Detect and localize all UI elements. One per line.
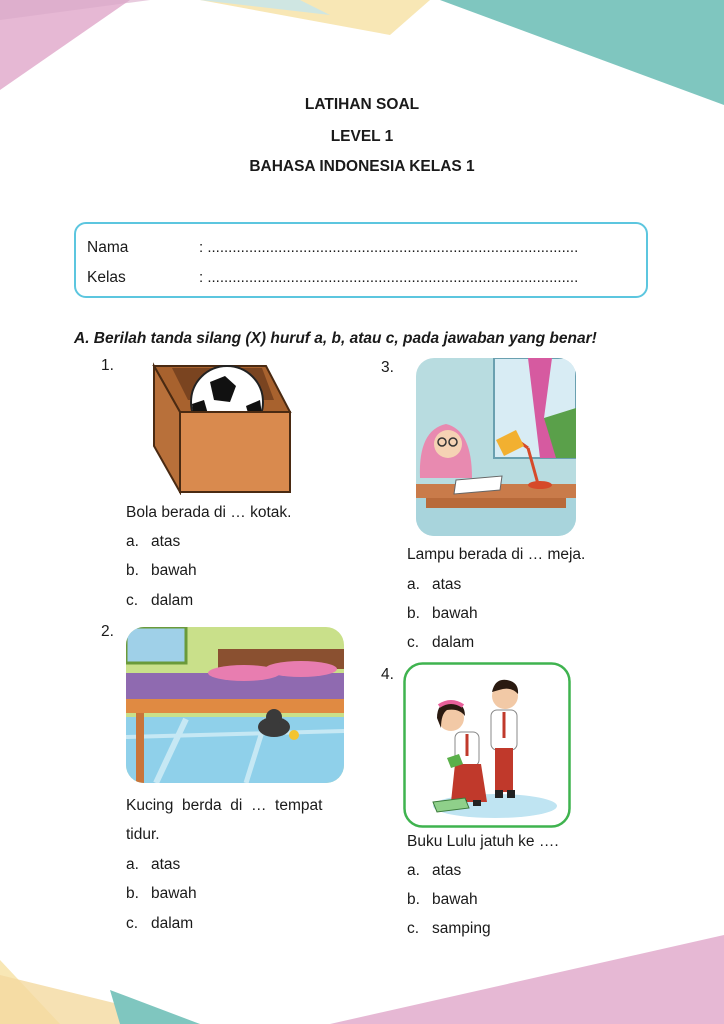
option-text: atas	[432, 862, 462, 879]
question-4-option-c[interactable]	[407, 920, 491, 938]
option-text: bawah	[151, 885, 197, 902]
name-field[interactable]: : .........................................................................................	[199, 239, 579, 256]
question-3-option-c[interactable]	[407, 634, 474, 652]
question-1-option-b[interactable]	[126, 562, 197, 580]
option-letter: b.	[126, 562, 139, 579]
option-letter: a.	[407, 862, 420, 879]
question-3-image	[416, 358, 576, 536]
worksheet-title: LATIHAN SOAL	[304, 96, 420, 113]
question-2-text-line2: tidur.	[126, 826, 160, 843]
decor-top-left	[0, 0, 724, 110]
option-letter: c.	[407, 920, 420, 937]
question-2-image	[126, 627, 344, 783]
option-text: bawah	[432, 605, 478, 622]
option-letter: c.	[407, 634, 420, 651]
worksheet-subject: BAHASA INDONESIA KELAS 1	[249, 158, 475, 175]
question-1-option-a[interactable]	[126, 533, 180, 551]
question-4-option-b[interactable]	[407, 891, 478, 909]
question-3-option-a[interactable]	[407, 576, 461, 594]
question-2-option-a[interactable]	[126, 856, 180, 874]
option-text: bawah	[151, 562, 197, 579]
option-text: atas	[151, 856, 181, 873]
option-letter: a.	[126, 856, 139, 873]
question-2-text-line1: Kucing berda di … tempat	[126, 797, 323, 814]
option-text: bawah	[432, 891, 478, 908]
decor-bottom	[0, 930, 724, 1024]
option-letter: b.	[407, 891, 420, 908]
question-4-image	[403, 662, 571, 828]
option-text: dalam	[151, 915, 194, 932]
option-text: samping	[432, 920, 491, 937]
option-text: atas	[432, 576, 462, 593]
question-1-image	[150, 360, 296, 495]
option-letter: b.	[407, 605, 420, 622]
question-3-text: Lampu berada di … meja.	[407, 546, 586, 563]
question-1-option-c[interactable]	[126, 592, 193, 610]
question-4-number: 4.	[381, 666, 394, 683]
question-3-option-b[interactable]	[407, 605, 478, 623]
worksheet-level: LEVEL 1	[330, 128, 394, 145]
name-label: Nama	[87, 239, 129, 256]
class-label: Kelas	[87, 269, 126, 286]
option-text: dalam	[432, 634, 475, 651]
class-field[interactable]: : .........................................................................................	[199, 269, 579, 286]
question-4-option-a[interactable]	[407, 862, 461, 880]
question-2-option-b[interactable]	[126, 885, 197, 903]
option-letter: a.	[126, 533, 139, 550]
option-letter: b.	[126, 885, 139, 902]
question-1-number: 1.	[101, 357, 114, 374]
option-letter: a.	[407, 576, 420, 593]
option-letter: c.	[126, 592, 139, 609]
option-text: atas	[151, 533, 181, 550]
question-2-option-c[interactable]	[126, 915, 193, 933]
question-2-number: 2.	[101, 623, 114, 640]
option-text: dalam	[151, 592, 194, 609]
identity-box	[74, 222, 648, 298]
question-3-number: 3.	[381, 359, 394, 376]
question-1-text: Bola berada di … kotak.	[126, 504, 292, 521]
question-4-text: Buku Lulu jatuh ke ….	[407, 833, 559, 850]
option-letter: c.	[126, 915, 139, 932]
section-instruction: A. Berilah tanda silang (X) huruf a, b, atau c, pada jawaban yang benar!	[74, 330, 597, 347]
